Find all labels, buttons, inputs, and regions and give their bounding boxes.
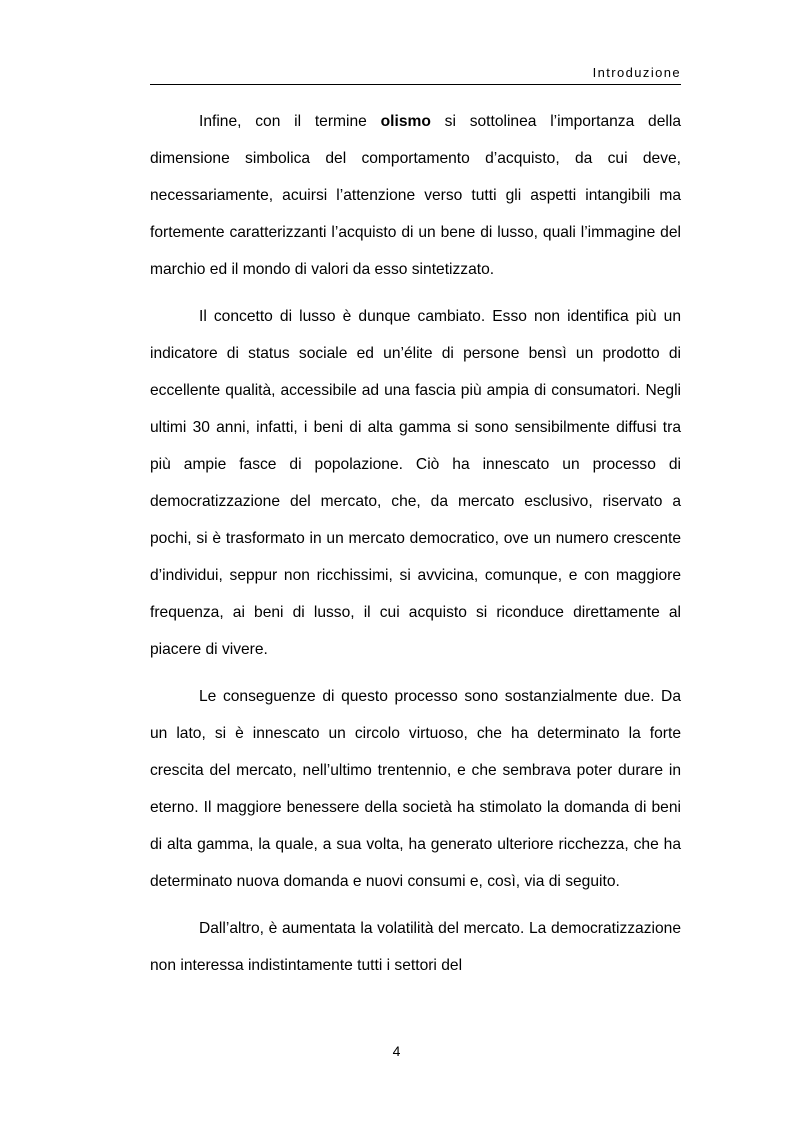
running-header xyxy=(150,64,681,85)
paragraph-text-after: si sottolinea l’importanza della dimensione simbolica del comportamento d’acquisto, da cui deve, necessariamente, acuirsi l’attenzione verso tutti gli aspetti intangibili ma fortemente caratterizzanti l’acquisto di un bene di lusso, quali l’immagine del marchio ed il mondo di valori da esso sintetizzato. xyxy=(150,113,681,278)
keyword-olismo: olismo xyxy=(380,113,431,130)
page-number: 4 xyxy=(392,1043,401,1059)
paragraph-concetto-lusso: Il concetto di lusso è dunque cambiato. Esso non identifica più un indicatore di status sociale ed un’élite di persone bensì un prodotto di eccellente qualità, accessibile ad una fascia più ampia di consumatori. Negli ultimi 30 anni, infatti, i beni di alta gamma si sono sensibilmente diffusi tra più ampie fasce di popolazione. Ciò ha innescato un processo di democratizzazione del mercato, che, da mercato esclusivo, riservato a pochi, si è trasformato in un mercato democratico, ove un numero crescente d’individui, seppur non ricchissimi, si avvicina, comunque, e con maggiore frequenza, ai beni di lusso, il cui acquisto si riconduce direttamente al piacere di vivere. xyxy=(150,308,681,658)
paragraph-olismo xyxy=(150,103,681,288)
paragraph-conseguenze: Le conseguenze di questo processo sono sostanzialmente due. Da un lato, si è innescato un circolo virtuoso, che ha determinato la forte crescita del mercato, nell’ultimo trentennio, e che sembrava poter durare in eterno. Il maggiore benessere della società ha stimolato la domanda di beni di alta gamma, la quale, a sua volta, ha generato ulteriore ricchezza, che ha determinato nuova domanda e nuovi consumi e, così, via di seguito. xyxy=(150,688,681,890)
paragraph-dall-altro: Dall’altro, è aumentata la volatilità del mercato. La democratizzazione non interessa indistintamente tutti i settori del xyxy=(150,920,681,974)
paragraph-text-before: Infine, con il termine xyxy=(199,113,381,130)
header-title: Introduzione xyxy=(592,65,681,80)
body-text xyxy=(150,103,681,984)
